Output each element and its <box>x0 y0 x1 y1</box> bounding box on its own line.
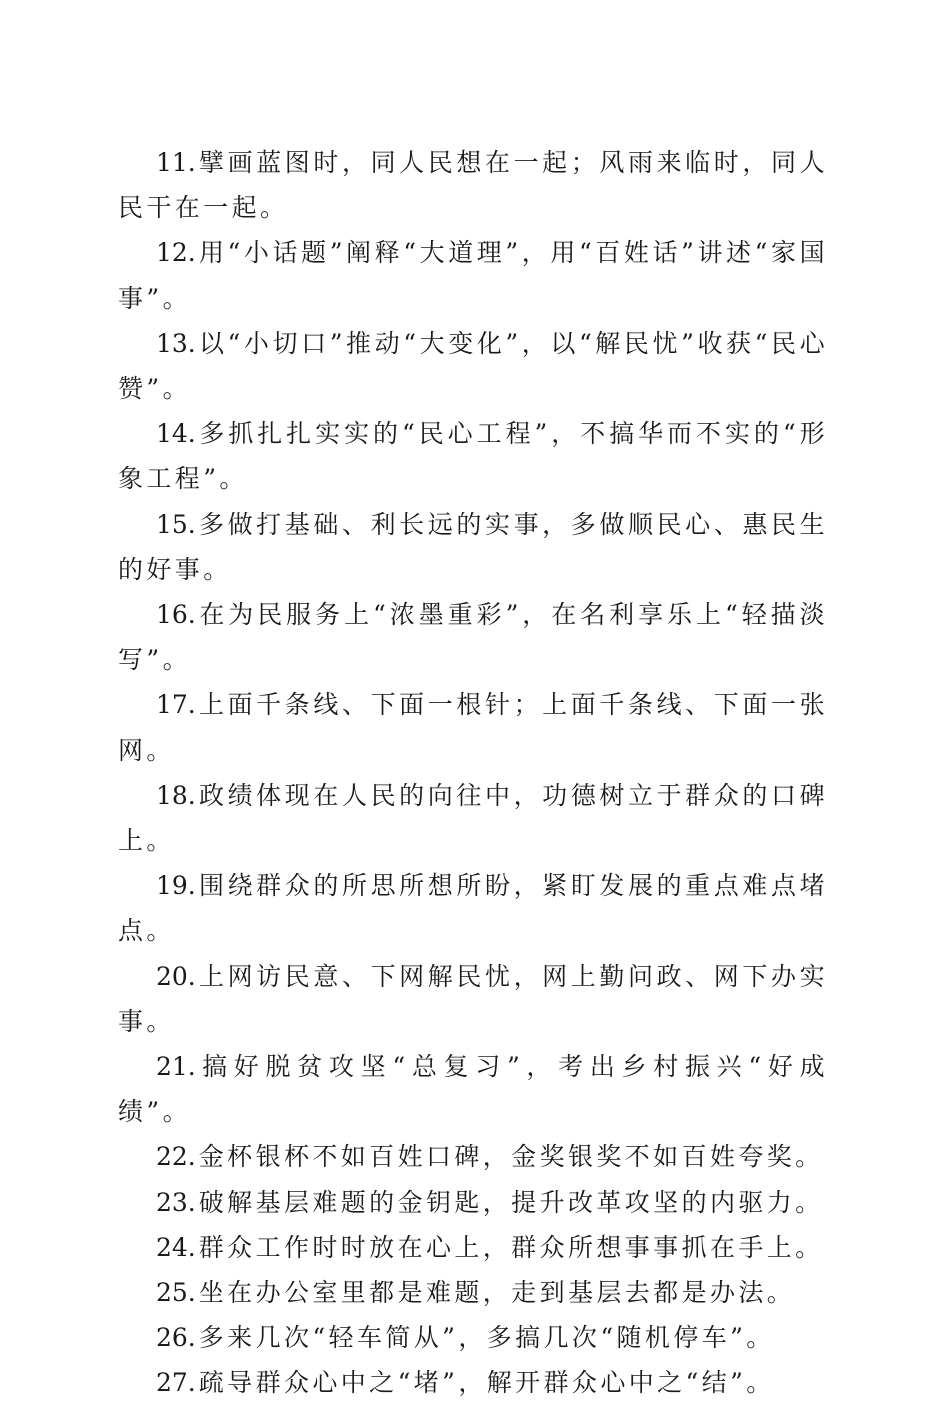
item-number: 21. <box>156 1052 196 1082</box>
item-text: 上面千条线、下面一根针；上面千条线、下面一张网。 <box>118 690 828 765</box>
item-text: 擘画蓝图时，同人民想在一起；风雨来临时，同人民干在一起。 <box>118 148 828 223</box>
list-item <box>118 1044 828 1134</box>
item-number: 23. <box>156 1187 196 1217</box>
item-text: 在为民服务上“浓墨重彩”，在名利享乐上“轻描淡写”。 <box>118 600 828 675</box>
item-number: 24. <box>156 1232 196 1262</box>
document-body <box>118 140 828 1406</box>
item-number: 27. <box>156 1368 196 1398</box>
item-text: 搞好脱贫攻坚“总复习”，考出乡村振兴“好成绩”。 <box>118 1052 828 1127</box>
list-item <box>118 1180 828 1225</box>
item-text: 多抓扎扎实实的“民心工程”，不搞华而不实的“形象工程”。 <box>118 419 828 494</box>
list-item <box>118 954 828 1044</box>
item-number: 20. <box>156 961 196 991</box>
item-number: 25. <box>156 1278 196 1308</box>
item-number: 19. <box>156 871 196 901</box>
list-item <box>118 1134 828 1179</box>
item-text: 坐在办公室里都是难题，走到基层去都是办法。 <box>198 1278 796 1308</box>
item-number: 26. <box>156 1323 196 1353</box>
list-item <box>118 1360 828 1405</box>
item-number: 16. <box>156 600 196 630</box>
item-number: 14. <box>156 419 196 449</box>
list-item <box>118 321 828 411</box>
item-text: 金杯银杯不如百姓口碑，金奖银奖不如百姓夸奖。 <box>198 1142 824 1172</box>
item-text: 围绕群众的所思所想所盼，紧盯发展的重点难点堵点。 <box>118 871 828 946</box>
list-item <box>118 682 828 772</box>
item-text: 用“小话题”阐释“大道理”，用“百姓话”讲述“家国事”。 <box>118 238 828 313</box>
item-number: 18. <box>156 780 196 810</box>
list-item <box>118 140 828 230</box>
item-text: 群众工作时时放在心上，群众所想事事抓在手上。 <box>198 1232 824 1262</box>
item-text: 政绩体现在人民的向往中，功德树立于群众的口碑上。 <box>118 780 828 856</box>
list-item <box>118 1315 828 1360</box>
item-number: 12. <box>156 238 196 268</box>
item-number: 11. <box>156 148 196 177</box>
list-item <box>118 592 828 682</box>
list-item <box>118 230 828 320</box>
item-number: 13. <box>156 328 196 358</box>
list-item <box>118 1270 828 1315</box>
list-item <box>118 863 828 953</box>
item-number: 17. <box>156 690 196 720</box>
item-text: 以“小切口”推动“大变化”，以“解民忧”收获“民心赞”。 <box>118 328 828 404</box>
list-item <box>118 1225 828 1270</box>
item-text: 多做打基础、利长远的实事，多做顺民心、惠民生的好事。 <box>118 509 828 584</box>
item-text: 疏导群众心中之“堵”，解开群众心中之“结”。 <box>198 1368 775 1398</box>
item-number: 15. <box>156 509 196 539</box>
list-item <box>118 411 828 501</box>
list-item <box>118 773 828 863</box>
item-text: 破解基层难题的金钥匙，提升改革攻坚的内驱力。 <box>198 1187 824 1217</box>
item-text: 上网访民意、下网解民忧，网上勤问政、网下办实事。 <box>118 961 828 1036</box>
list-item <box>118 502 828 592</box>
item-number: 22. <box>156 1142 196 1172</box>
item-text: 多来几次“轻车简从”，多搞几次“随机停车”。 <box>198 1323 775 1353</box>
